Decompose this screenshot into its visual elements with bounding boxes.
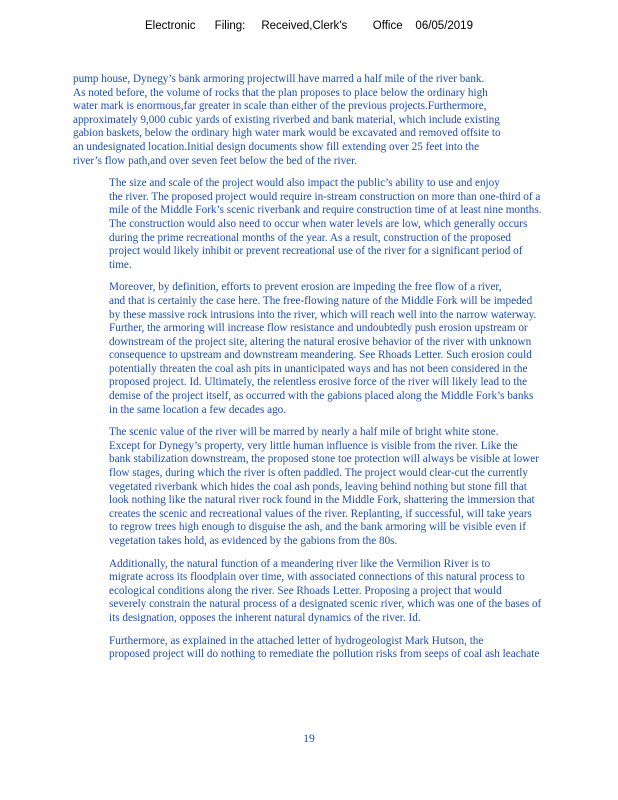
text-line: potentially threaten the coal ash pits in unanticipated ways and has not been considered in the <box>109 362 528 375</box>
text-line: The construction would also need to occur when water levels are low, which generally occurs <box>109 217 528 230</box>
efiling-header-stamp: Electronic Filing: Received,Clerk's Office 06/05/2019 <box>145 20 473 32</box>
text-line: As noted before, the volume of rocks that the plan proposes to place below the ordinary high <box>73 86 488 99</box>
paragraph-4 <box>73 426 578 548</box>
paragraph-1 <box>73 73 578 168</box>
document-body <box>73 73 578 671</box>
text-line: severely constrain the natural process of a designated scenic river, which was one of the bases of <box>109 598 542 611</box>
text-line: an undesignated location.Initial design documents show fill extending over 25 feet into the <box>73 140 480 153</box>
text-line: time. <box>109 258 132 271</box>
text-line: downstream of the project site, altering the natural erosive behavior of the river with unknown <box>109 335 532 348</box>
text-line: migrate across its floodplain over time, with associated connections of this natural process to <box>109 571 525 584</box>
text-line: creates the scenic and recreational values of the river. Replanting, if successful, will take years <box>109 507 532 520</box>
text-line: The size and scale of the project would also impact the public’s ability to use and enjoy <box>109 177 500 190</box>
text-line: project would likely inhibit or prevent recreational use of the river for a significant period of <box>109 245 523 258</box>
text-line: its designation, opposes the inherent natural dynamics of the river. Id. <box>109 611 421 624</box>
text-line: vegetation takes hold, as evidenced by the gabions from the 80s. <box>109 535 398 547</box>
text-line: flow stages, during which the river is often paddled. The project would clear-cut the currently <box>109 467 528 480</box>
text-line: The scenic value of the river will be marred by nearly a half mile of bright white stone. <box>109 426 499 439</box>
paragraph-3 <box>73 281 578 417</box>
text-line: Additionally, the natural function of a meandering river like the Vermilion River is to <box>109 557 491 570</box>
text-line: Moreover, by definition, efforts to prevent erosion are impeding the free flow of a river, <box>109 281 502 294</box>
paragraph-6 <box>73 635 578 662</box>
text-line: look nothing like the natural river rock found in the Middle Fork, shattering the immersion that <box>109 494 535 507</box>
text-line: pump house, Dynegy’s bank armoring projectwill have marred a half mile of the river bank. <box>73 73 485 85</box>
text-line: gabion baskets, below the ordinary high water mark would be excavated and removed offsite to <box>73 127 501 140</box>
text-line: the river. The proposed project would require in-stream construction on more than one-third of a <box>109 190 541 203</box>
text-line: consequence to upstream and downstream meandering. See Rhoads Letter. Such erosion could <box>109 349 532 362</box>
text-line: Except for Dynegy’s property, very little human influence is visible from the river. Like the <box>109 439 518 452</box>
text-line: bank stabilization downstream, the proposed stone toe protection will always be visible at lower <box>109 453 539 466</box>
text-line: Further, the armoring will increase flow resistance and undoubtedly push erosion upstream or <box>109 322 528 335</box>
page-number: 19 <box>303 733 315 745</box>
paragraph-2 <box>73 177 578 272</box>
text-line: ecological conditions along the river. See Rhoads Letter. Proposing a project that would <box>109 584 502 597</box>
text-line: river’s flow path,and over seven feet below the bed of the river. <box>73 154 358 167</box>
text-line: Furthermore, as explained in the attached letter of hydrogeologist Mark Hutson, the <box>109 634 484 647</box>
text-line: and that is certainly the case here. The free-flowing nature of the Middle Fork will be impeded <box>109 294 533 307</box>
text-line: demise of the project itself, as occurred with the gabions placed along the Middle Fork’s banks <box>109 390 534 403</box>
text-line: approximately 9,000 cubic yards of existing riverbed and bank material, which include existing <box>73 113 500 126</box>
text-line: mile of the Middle Fork’s scenic riverbank and require construction time of at least nine months. <box>109 204 542 217</box>
paragraph-5 <box>73 558 578 626</box>
text-line: to regrow trees high enough to disguise the ash, and the bank armoring will be visible even if <box>109 521 526 534</box>
text-line: proposed project. Id. Ultimately, the relentless erosive force of the river will likely lead to the <box>109 376 528 389</box>
text-line: proposed project will do nothing to remediate the pollution risks from seeps of coal ash leachate <box>109 648 540 661</box>
text-line: by these massive rock intrusions into the river, which will reach well into the narrow waterway. <box>109 308 537 321</box>
text-line: water mark is enormous,far greater in scale than either of the previous projects.Furthermore, <box>73 100 487 113</box>
text-line: during the prime recreational months of the year. As a result, construction of the proposed <box>109 231 512 244</box>
text-line: vegetated riverbank which hides the coal ash ponds, leaving behind nothing but stone fill that <box>109 480 527 493</box>
text-line: in the same location a few decades ago. <box>109 403 287 416</box>
